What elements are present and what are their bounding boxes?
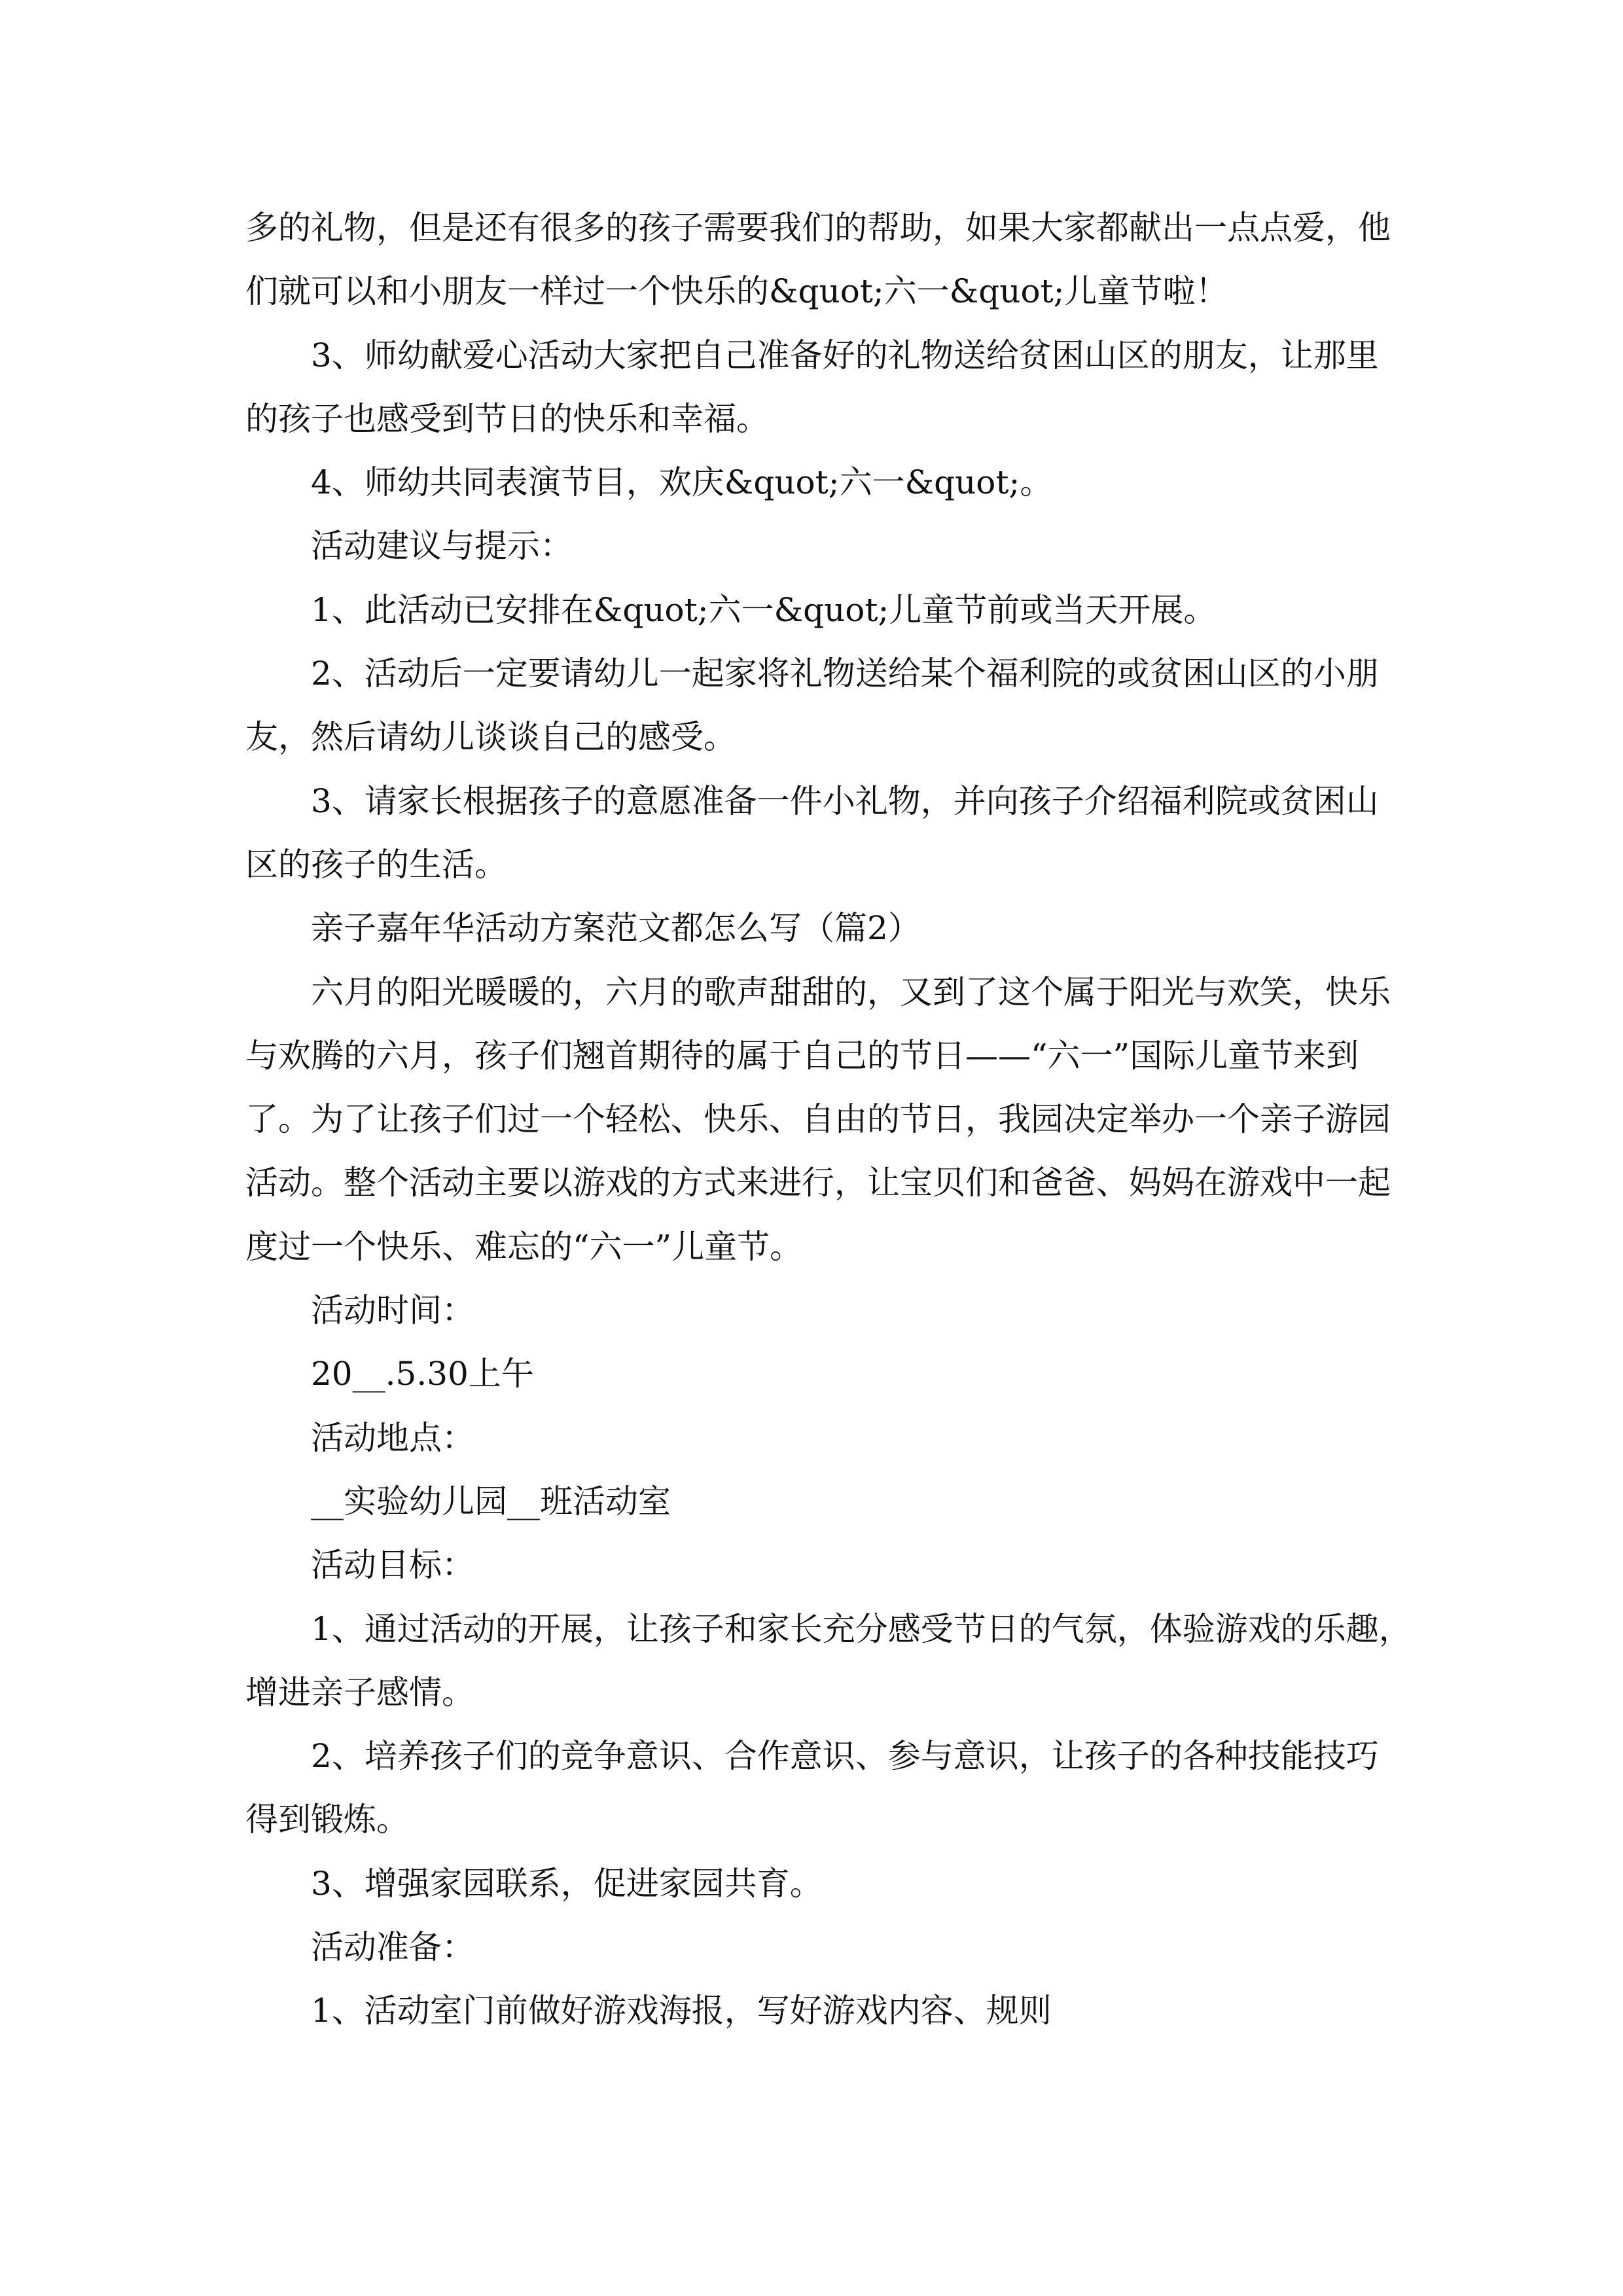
text-line: 2、活动后一定要请幼儿一起家将礼物送给某个福利院的或贫困山区的小朋 <box>311 655 1379 693</box>
section-title: 亲子嘉年华活动方案范文都怎么写（篇2） <box>311 909 921 948</box>
text-line: 4、师幼共同表演节目，欢庆&quot;六一&quot;。 <box>311 463 1053 502</box>
text-line: 与欢腾的六月，孩子们翘首期待的属于自己的节日——“六一”国际儿童节来到 <box>245 1036 1359 1075</box>
text-line: 多的礼物，但是还有很多的孩子需要我们的帮助，如果大家都献出一点点爱，他 <box>245 209 1391 247</box>
text-line: 的孩子也感受到节日的快乐和幸福。 <box>245 399 769 438</box>
document-body <box>245 196 1412 2043</box>
text-line: 1、活动室门前做好游戏海报，写好游戏内容、规则 <box>311 1992 1052 2030</box>
text-line: 20__.5.30上午 <box>311 1355 534 1393</box>
section-heading: 活动目标： <box>311 1546 474 1585</box>
text-line: 增进亲子感情。 <box>245 1673 474 1712</box>
text-line: 3、请家长根据孩子的意愿准备一件小礼物，并向孩子介绍福利院或贫困山 <box>311 781 1379 820</box>
text-line: 得到锻炼。 <box>245 1801 409 1839</box>
text-line: 3、师幼献爱心活动大家把自己准备好的礼物送给贫困山区的朋友，让那里 <box>311 336 1379 374</box>
section-heading: 活动准备： <box>311 1928 474 1967</box>
text-line: 了。为了让孩子们过一个轻松、快乐、自由的节日，我园决定举办一个亲子游园 <box>245 1100 1391 1139</box>
text-line: 们就可以和小朋友一样过一个快乐的&quot;六一&quot;儿童节啦！ <box>245 272 1228 311</box>
section-heading: 活动建议与提示： <box>311 527 573 565</box>
text-line: 1、通过活动的开展，让孩子和家长充分感受节日的气氛，体验游戏的乐趣， <box>311 1609 1412 1648</box>
text-line: 度过一个快乐、难忘的“六一”儿童节。 <box>245 1227 803 1266</box>
text-line: 六月的阳光暖暖的，六月的歌声甜甜的，又到了这个属于阳光与欢笑，快乐 <box>311 973 1391 1011</box>
text-line: 3、增强家园联系，促进家园共育。 <box>311 1864 823 1903</box>
text-line: 活动。整个活动主要以游戏的方式来进行，让宝贝们和爸爸、妈妈在游戏中一起 <box>245 1164 1391 1202</box>
text-line: 2、培养孩子们的竞争意识、合作意识、参与意识，让孩子的各种技能技巧 <box>311 1737 1379 1776</box>
text-line: __实验幼儿园__班活动室 <box>311 1482 671 1520</box>
text-line: 友，然后请幼儿谈谈自己的感受。 <box>245 718 736 757</box>
text-line: 区的孩子的生活。 <box>245 845 507 884</box>
text-line: 1、此活动已安排在&quot;六一&quot;儿童节前或当天开展。 <box>311 590 1217 629</box>
section-heading: 活动地点： <box>311 1418 474 1457</box>
section-heading: 活动时间： <box>311 1291 474 1330</box>
